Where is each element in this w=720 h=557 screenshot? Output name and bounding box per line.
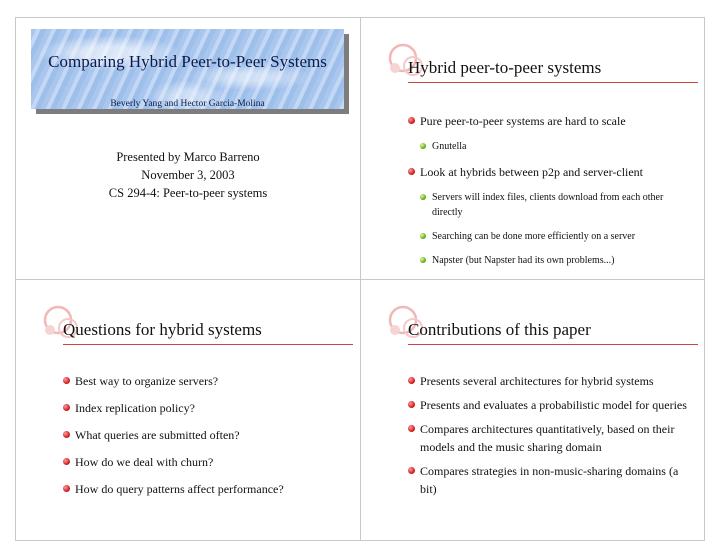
bullet-icon <box>63 458 70 465</box>
list-item: Presents several architectures for hybrid systems <box>408 372 693 390</box>
list-item: Pure peer-to-peer systems are hard to scale <box>408 112 693 130</box>
title-banner <box>31 29 344 109</box>
bullet-list <box>63 372 348 507</box>
list-item: What queries are submitted often? <box>63 426 348 444</box>
course-name: CS 294-4: Peer-to-peer systems <box>108 186 268 200</box>
slide-contributions <box>360 279 705 541</box>
list-item: Napster (but Napster had its own problems...) <box>408 253 693 268</box>
slide-questions <box>15 279 361 541</box>
list-item: How do query patterns affect performance? <box>63 480 348 498</box>
sub-bullet-icon <box>420 143 426 149</box>
slide-hybrid-systems <box>360 17 705 280</box>
bullet-icon <box>408 425 415 432</box>
bullet-icon <box>408 117 415 124</box>
sub-bullet-icon <box>420 194 426 200</box>
list-item: Searching can be done more efficiently on a server <box>408 229 693 244</box>
list-item: Gnutella <box>408 139 693 154</box>
list-item: Servers will index files, clients download from each other directly <box>408 190 693 220</box>
bullet-icon <box>63 377 70 384</box>
heading-underline <box>408 344 698 345</box>
list-item: Index replication policy? <box>63 399 348 417</box>
handout-page <box>15 17 705 541</box>
list-item: Look at hybrids between p2p and server-client <box>408 163 693 181</box>
list-item: Presents and evaluates a probabilistic model for queries <box>408 396 693 414</box>
sub-bullet-icon <box>420 257 426 263</box>
heading-underline <box>63 344 353 345</box>
list-item: Compares architectures quantitatively, based on their models and the music sharing domain <box>408 420 693 456</box>
bullet-icon <box>63 485 70 492</box>
bullet-icon <box>63 404 70 411</box>
presentation-date: November 3, 2003 <box>141 168 235 182</box>
slide-title <box>15 17 361 280</box>
heading-underline <box>408 82 698 83</box>
authors: Beverly Yang and Hector Garcia-Molina <box>110 99 265 109</box>
presenter-name: Presented by Marco Barreno <box>116 150 260 164</box>
slide-heading: Questions for hybrid systems <box>63 320 262 339</box>
list-item: Compares strategies in non-music-sharing domains (a bit) <box>408 462 693 498</box>
bullet-icon <box>408 377 415 384</box>
list-item: Best way to organize servers? <box>63 372 348 390</box>
bullet-icon <box>408 467 415 474</box>
sub-bullet-icon <box>420 233 426 239</box>
bullet-icon <box>408 168 415 175</box>
bullet-list <box>408 112 693 301</box>
presenter-info <box>16 148 360 202</box>
presentation-title: Comparing Hybrid Peer-to-Peer Systems <box>48 52 327 71</box>
slide-heading: Contributions of this paper <box>408 320 591 339</box>
bullet-list <box>408 372 693 504</box>
slide-heading: Hybrid peer-to-peer systems <box>408 58 602 77</box>
bullet-icon <box>408 401 415 408</box>
bullet-icon <box>63 431 70 438</box>
list-item: How do we deal with churn? <box>63 453 348 471</box>
